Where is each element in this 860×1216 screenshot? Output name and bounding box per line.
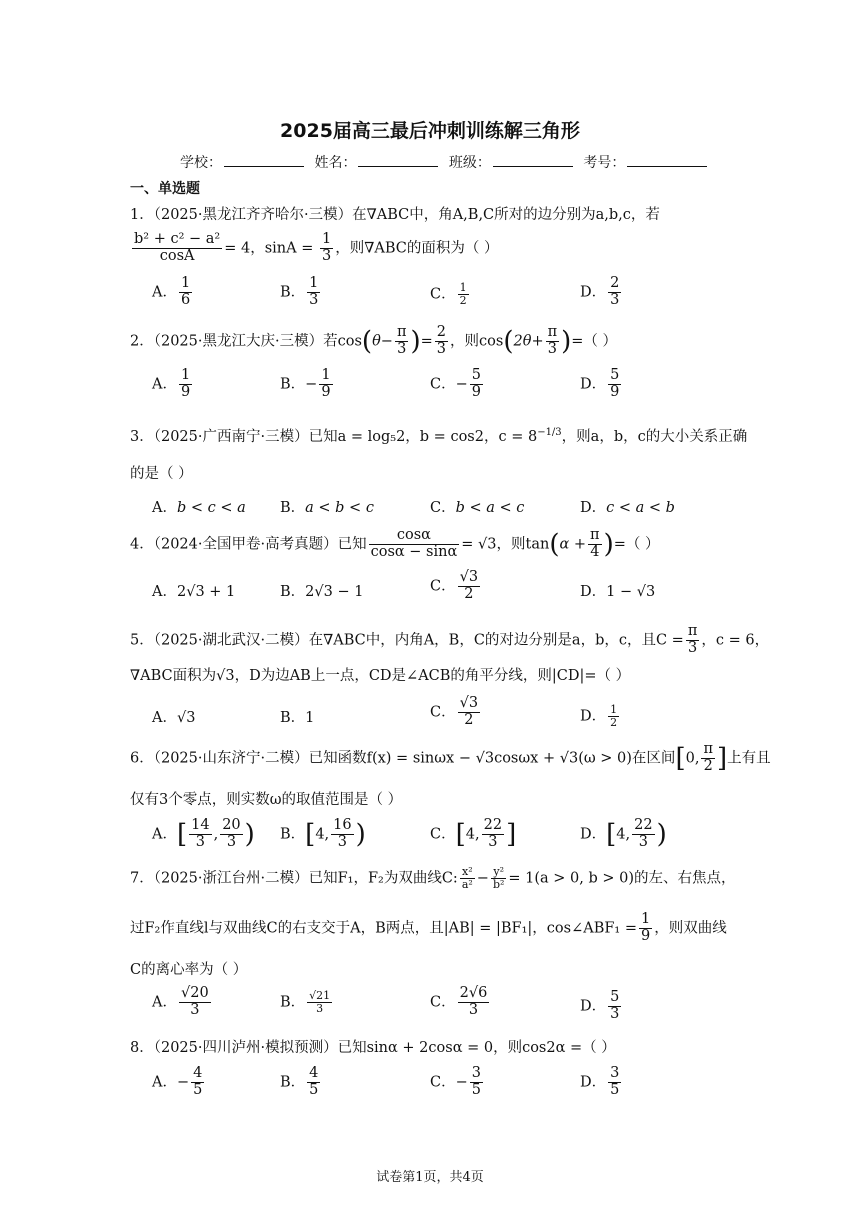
q5-option-b[interactable]: B．1 xyxy=(280,710,315,726)
q3-option-d[interactable]: D．c < a < b xyxy=(580,500,675,516)
q8-option-b[interactable]: B． $\frac{4}{5}$ xyxy=(280,1065,319,1098)
q4-stem: 4．（2024·全国甲卷·高考真题）已知 $\frac{\cos\alpha}{\cos\alpha - \sin\alpha}$ = √3，则tan(α + $\frac{\pi}{4}$ )=（ ） xyxy=(130,527,660,560)
q3-option-a[interactable]: A．b < c < a xyxy=(152,500,246,516)
q8-option-a[interactable]: A．− $\frac{4}{5}$ xyxy=(152,1065,203,1098)
page-footer: 试卷第1页，共4页 xyxy=(376,1170,484,1185)
name-blank[interactable] xyxy=(358,152,438,167)
q3-option-c[interactable]: C．b < a < c xyxy=(430,500,525,516)
q7-option-a[interactable]: A． $\frac{√20}{3}$ xyxy=(152,985,209,1018)
q8-stem: 8．（2025·四川泸州·模拟预测）已知sinα + 2cosα = 0，则cos2α =（ ） xyxy=(130,1040,616,1056)
q1-option-a[interactable]: A． $\frac{1}{6}$ xyxy=(152,275,191,308)
q8-option-d[interactable]: D． $\frac{3}{5}$ xyxy=(580,1065,620,1098)
q7-stem-line3: C的离心率为（ ） xyxy=(130,962,248,978)
q2-option-a[interactable]: A． $\frac{1}{9}$ xyxy=(152,367,191,400)
class-blank[interactable] xyxy=(493,152,573,167)
exam-number-label: 考号： xyxy=(583,155,626,171)
q3-stem-line1: 3．（2025·广西南宁·三模）已知a = log₅2，b = cos2，$c = 8^{-1/3}$，则a，b，c的大小关系正确 xyxy=(130,427,748,445)
page-title: 2025届高三最后冲刺训练解三角形 xyxy=(280,120,580,142)
q7-option-c[interactable]: C． $\frac{2√6}{3}$ xyxy=(430,985,488,1018)
q6-option-a[interactable]: A．[ $\frac{14}{3}$ , $\frac{20}{3}$ ) xyxy=(152,817,255,850)
school-label: 学校： xyxy=(180,155,222,171)
q4-option-b[interactable]: B．2√3 − 1 xyxy=(280,584,364,600)
q1-option-d[interactable]: D． $\frac{2}{3}$ xyxy=(580,275,620,308)
q1-stem-line1: 1．（2025·黑龙江齐齐哈尔·三模）在∇ABC中，角A,B,C所对的边分别为a,b,c，若 xyxy=(130,207,660,223)
q4-option-c[interactable]: C． $\frac{√3}{2}$ xyxy=(430,569,479,602)
q1-option-c[interactable]: C． $\frac{1}{2}$ xyxy=(430,281,467,308)
class-label: 班级： xyxy=(448,155,491,171)
q6-stem-line2: 仅有3个零点，则实数ω的取值范围是（ ） xyxy=(130,792,403,808)
q5-option-d[interactable]: D． $\frac{1}{2}$ xyxy=(580,703,618,730)
student-info-line xyxy=(180,152,713,172)
q1-option-b[interactable]: B． $\frac{1}{3}$ xyxy=(280,275,319,308)
q2-stem: 2．（2025·黑龙江大庆·三模）若cos(θ− $\frac{\pi}{3}$ )= $\frac{2}{3}$ ，则cos(2θ+ $\frac{\pi}{3}$ )=（ ） xyxy=(130,324,618,357)
q2-option-b[interactable]: B．− $\frac{1}{9}$ xyxy=(280,367,331,400)
exam-number-blank[interactable] xyxy=(627,152,707,167)
q1-fraction: $\frac{\text{b² + c² − a²}}{\cos A}$ xyxy=(134,231,221,264)
q6-option-b[interactable]: B．[4, $\frac{16}{3}$ ) xyxy=(280,817,366,850)
q4-option-d[interactable]: D．1 − √3 xyxy=(580,584,656,600)
school-blank[interactable] xyxy=(224,152,304,167)
q7-option-b[interactable]: B． $\frac{√21}{3}$ xyxy=(280,989,331,1016)
q2-option-c[interactable]: C．− $\frac{5}{9}$ xyxy=(430,367,481,400)
q5-option-a[interactable]: A．√3 xyxy=(152,710,196,726)
name-label: 姓名： xyxy=(314,155,357,171)
q6-option-c[interactable]: C．[4, $\frac{22}{3}$ ] xyxy=(430,817,517,850)
q7-stem-line2: 过F₂作直线l与双曲线C的右支交于A，B两点，且|AB| = |BF₁|，cos∠ABF₁ = $\frac{1}{9}$ ，则双曲线 xyxy=(130,911,727,944)
q2-option-d[interactable]: D． $\frac{5}{9}$ xyxy=(580,367,620,400)
q6-option-d[interactable]: D．[4, $\frac{22}{3}$ ) xyxy=(580,817,667,850)
q5-option-c[interactable]: C． $\frac{√3}{2}$ xyxy=(430,695,479,728)
q5-stem-line1: 5．（2025·湖北武汉·二模）在∇ABC中，内角A，B，C的对边分别是a，b，c，且C = $\frac{\pi}{3}$ ，c = 6， xyxy=(130,623,770,656)
q7-stem-line1: 7．（2025·浙江台州·二模）已知F₁，F₂为双曲线C: $\frac{\text{x²}}{\text{a²}}$ − $\frac{\text{y²}}{\text{b²}}$ = 1(a > 0, b > 0)的左、右焦点， xyxy=(130,865,736,892)
q7-option-d[interactable]: D． $\frac{5}{3}$ xyxy=(580,989,620,1022)
q3-option-b[interactable]: B．a < b < c xyxy=(280,500,374,516)
q1-sin-fraction: $\frac{1}{3}$ xyxy=(321,231,332,264)
q3-stem-line2: 的是（ ） xyxy=(130,466,193,482)
q5-stem-line2: ∇ABC面积为√3，D为边AB上一点，CD是∠ACB的角平分线，则|CD|=（ ） xyxy=(130,668,631,684)
q4-option-a[interactable]: A．2√3 + 1 xyxy=(152,584,236,600)
q8-option-c[interactable]: C．− $\frac{3}{5}$ xyxy=(430,1065,481,1098)
q1-stem-line2: $\frac{\text{b² + c² − a²}}{\cos A}$ = 4，sinA = $\frac{1}{3}$ ，则∇ABC的面积为（ ） xyxy=(134,231,499,264)
section-heading: 一、单选题 xyxy=(130,181,200,197)
q6-stem-line1: 6．（2025·山东济宁·二模）已知函数f(x) = sinωx − √3cosωx + √3(ω > 0)在区间[0, $\frac{\pi}{2}$ ]上有且 xyxy=(130,741,771,774)
